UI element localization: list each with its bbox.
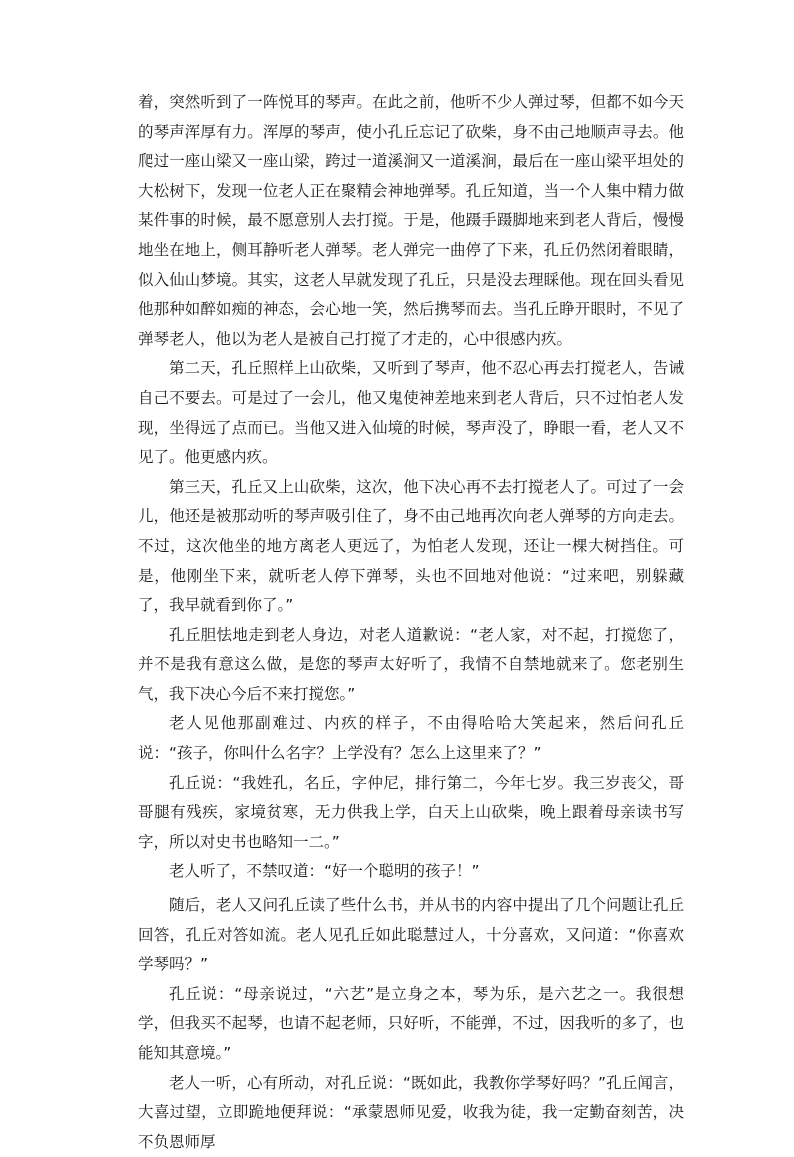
paragraph-4: 孔丘胆怯地走到老人身边，对老人道歉说：“老人家，对不起，打搅您了，并不是我有意这么做，是您的琴声太好听了，我情不自禁地就来了。您老别生气，我下决心今后不来打搅您。” xyxy=(138,625,684,703)
paragraph-3: 第三天，孔丘又上山砍柴，这次，他下决心再不去打搅老人了。可过了一会儿，他还是被那动听的琴声吸引住了，身不由己地再次向老人弹琴的方向走去。不过，这次他坐的地方离老人更远了，为怕老人发现，还让一棵大树挡住。可是，他刚坐下来，就听老人停下弹琴，头也不回地对他说：“过来吧，别躲藏了，我早就看到你了。” xyxy=(138,477,684,615)
paragraph-5: 老人见他那副难过、内疚的样子，不由得哈哈大笑起来，然后问孔丘说：“孩子，你叫什么名字？上学没有？怎么上这里来了？” xyxy=(138,714,684,763)
paragraph-8: 随后，老人又问孔丘读了些什么书，并从书的内容中提出了几个问题让孔丘回答，孔丘对答如流。老人见孔丘如此聪慧过人，十分喜欢，又问道：“你喜欢学琴吗？” xyxy=(138,896,684,974)
paragraph-10: 老人一听，心有所动，对孔丘说：“既如此，我教你学琴好吗？”孔丘闻言，大喜过望，立即跪地便拜说：“承蒙恩师见爱，收我为徒，我一定勤奋刻苦，决不负恩师厚 xyxy=(138,1073,684,1151)
document-page xyxy=(138,88,684,1157)
paragraph-7: 老人听了，不禁叹道：“好一个聪明的孩子！” xyxy=(169,862,480,881)
paragraph-2: 第二天，孔丘照样上山砍柴，又听到了琴声，他不忍心再去打搅老人，告诫自己不要去。可是过了一会儿，他又鬼使神差地来到老人背后，只不过怕老人发现，坐得远了点而已。当他又进入仙境的时候，琴声没了，睁眼一看，老人又不见了。他更感内疚。 xyxy=(138,359,684,467)
paragraph-1: 着，突然听到了一阵悦耳的琴声。在此之前，他听不少人弹过琴，但都不如今天的琴声浑厚有力。浑厚的琴声，使小孔丘忘记了砍柴，身不由己地顺声寻去。他爬过一座山梁又一座山梁，跨过一道溪涧又一道溪涧，最后在一座山梁平坦处的大松树下，发现一位老人正在聚精会神地弹琴。孔丘知道，当一个人集中精力做某件事的时候，最不愿意别人去打搅。于是，他蹑手蹑脚地来到老人背后，慢慢地坐在地上，侧耳静听老人弹琴。老人弹完一曲停了下来，孔丘仍然闭着眼睛，似入仙山梦境。其实，这老人早就发现了孔丘，只是没去理睬他。现在回头看见他那种如醉如痴的神态，会心地一笑，然后携琴而去。当孔丘睁开眼时，不见了弹琴老人，他以为老人是被自己打搅了才走的，心中很感内疚。 xyxy=(138,93,684,348)
paragraph-9: 孔丘说：“母亲说过，“六艺”是立身之本，琴为乐，是六艺之一。我很想学，但我买不起琴，也请不起老师，只好听，不能弹，不过，因我听的多了，也能知其意境。” xyxy=(138,984,684,1062)
paragraph-6: 孔丘说：“我姓孔，名丘，字仲尼，排行第二，今年七岁。我三岁丧父，哥哥腿有残疾，家境贫寒，无力供我上学，白天上山砍柴，晚上跟着母亲读书写字，所以对史书也略知一二。” xyxy=(138,773,684,851)
